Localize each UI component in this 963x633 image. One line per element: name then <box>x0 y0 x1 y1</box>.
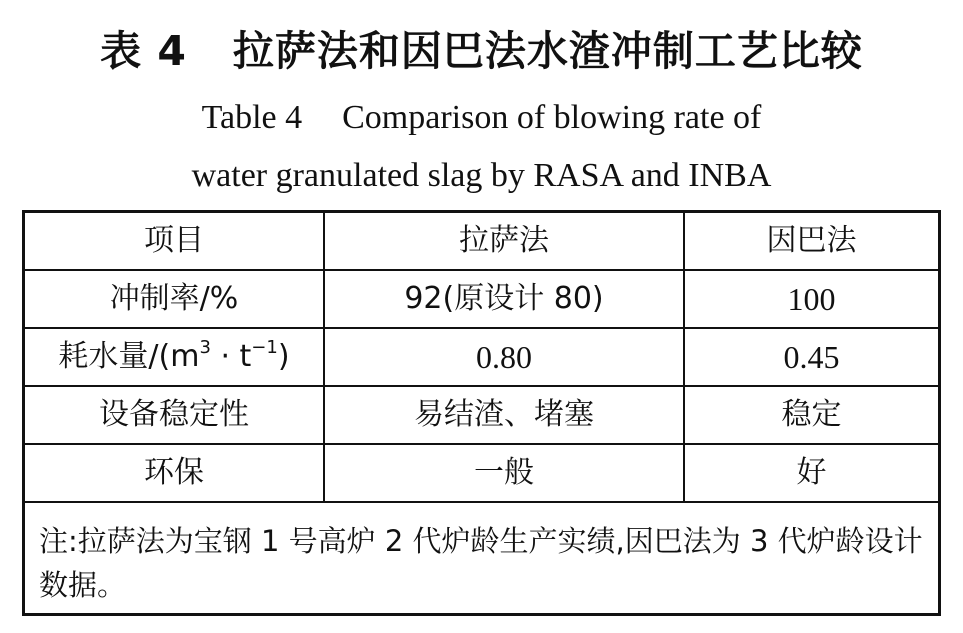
header-item: 项目 <box>25 213 324 270</box>
row-inba-value: 0.45 <box>684 328 938 386</box>
row-rasa-value: 92(原设计 80) <box>324 270 684 328</box>
table-note: 注:拉萨法为宝钢 1 号高炉 2 代炉龄生产实绩,因巴法为 3 代炉龄设计数据。 <box>39 524 923 602</box>
row-inba-value: 稳定 <box>684 386 938 444</box>
comparison-grid <box>25 213 938 503</box>
table-title-en-line2: water granulated slag by RASA and INBA <box>191 157 772 194</box>
table-row <box>25 270 938 328</box>
row-item-sup-3: 3 <box>199 337 211 358</box>
row-item-suffix: ) <box>277 339 290 374</box>
row-item-mid: · t <box>210 339 252 374</box>
comparison-table <box>22 210 941 616</box>
row-item <box>25 328 324 386</box>
table-title-en-line1 <box>0 98 963 138</box>
row-item-sup-minus1: −1 <box>251 337 278 358</box>
row-item-prefix: 耗水量/(m <box>58 339 200 374</box>
table-caption-en-line1: Comparison of blowing rate of <box>342 99 762 136</box>
table-title-cn <box>0 26 963 76</box>
table-header-row <box>25 213 938 270</box>
row-inba-value: 好 <box>684 444 938 502</box>
row-rasa-value: 易结渣、堵塞 <box>324 386 684 444</box>
row-item: 设备稳定性 <box>25 386 324 444</box>
table-row <box>25 386 938 444</box>
header-inba: 因巴法 <box>684 213 938 270</box>
table-number-en: Table 4 <box>201 99 303 136</box>
table-row <box>25 328 938 386</box>
row-rasa-value: 一般 <box>324 444 684 502</box>
row-rasa-value: 0.80 <box>324 328 684 386</box>
table-row <box>25 444 938 502</box>
table-caption-cn: 拉萨法和因巴法水渣冲制工艺比较 <box>232 27 863 75</box>
row-item: 环保 <box>25 444 324 502</box>
table-number-cn: 表 4 <box>100 27 187 75</box>
row-item: 冲制率/% <box>25 270 324 328</box>
row-inba-value: 100 <box>684 270 938 328</box>
header-rasa: 拉萨法 <box>324 213 684 270</box>
